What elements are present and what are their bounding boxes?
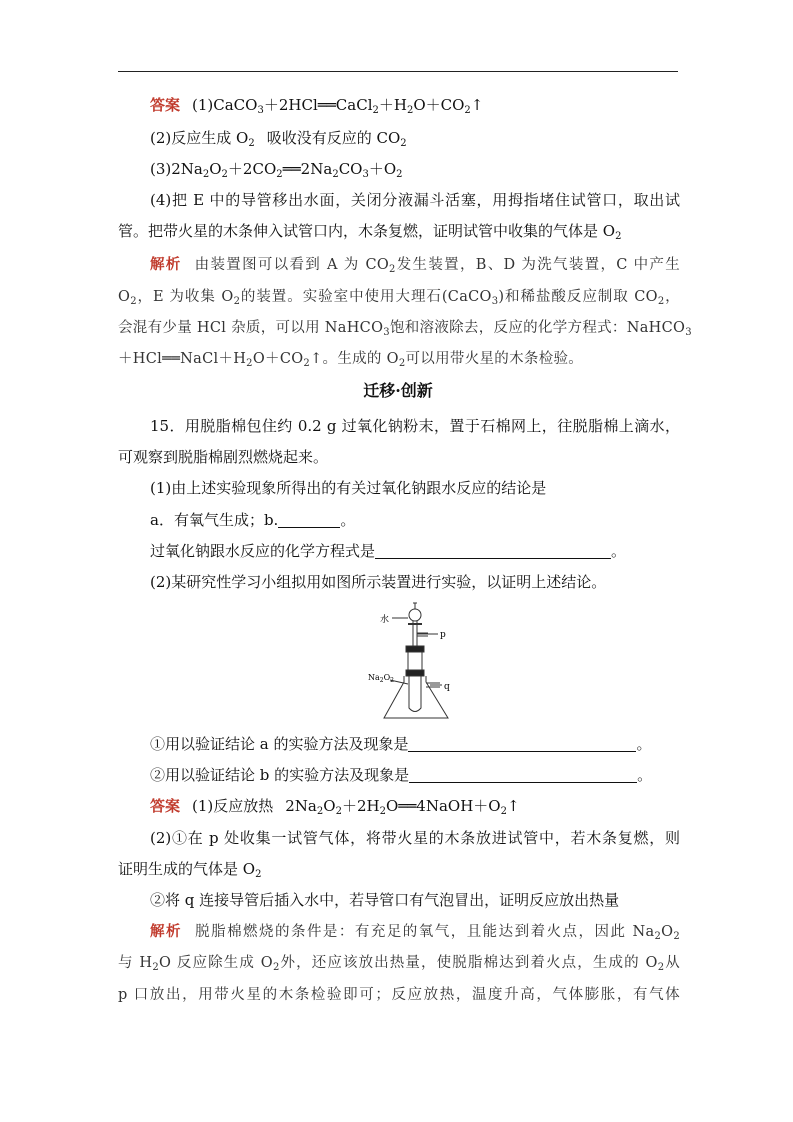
label-na2o2: $Na_2O_2$ — [368, 673, 394, 684]
label-water: 水 — [380, 615, 390, 625]
stopper-top — [406, 646, 424, 652]
analysis-line-2: $O_2$，E 为收集 $O_2$的装置。实验室中使用大理石(CaCO$_3$)和稀盐酸反应制取 $CO_2$， — [118, 289, 680, 307]
analysis2-line-1: 解析 脱脂棉燃烧的条件是：有充足的氧气，且能达到着火点，因此 $Na_2O_2$ — [150, 923, 680, 942]
analysis-label: 解析 — [150, 256, 182, 273]
answer-blank-method-a[interactable] — [408, 735, 636, 752]
answer-line-2: (2)反应生成 $O_2$ 吸收没有反应的 $CO_2$ — [150, 129, 407, 149]
stopper-flask — [406, 670, 424, 676]
q15-line-1: 15．用脱脂棉包住约 0.2 g 过氧化钠粉末，置于石棉网上，往脱脂棉上滴水， — [150, 417, 680, 435]
q15-part2: (2)某研究性学习小组拟用如图所示装置进行实验，以证明上述结论。 — [150, 573, 607, 591]
apparatus-figure — [368, 598, 478, 723]
analysis2-line-2: 与 $H_2O$ 反应除生成 $O_2$外，还应该放出热量，使脱脂棉达到着火点，生成的 $O_2$从 — [118, 955, 680, 973]
q15-part1: (1)由上述实验现象所得出的有关过氧化钠跟水反应的结论是 — [150, 479, 547, 497]
answer2-line-1: 答案 (1)反应放热 $2Na_2O_2+2H_2O══4NaOH+O_2↑$ — [150, 797, 520, 817]
funnel-bulb — [409, 609, 421, 621]
answer-label: 答案 — [150, 96, 181, 114]
answer-line-4b: 管。把带火星的木条伸入试管口内，木条复燃，证明试管中收集的气体是 $O_2$ — [118, 222, 622, 242]
analysis-line-4: $+HCl══NaCl+H_2O+CO_2↑$。生成的 $O_2$可以用带火星的木条检验。 — [118, 351, 584, 369]
answer-line-1: 答案 $(1)CaCO_3+2HCl══CaCl_2+H_2O+CO_2↑$ — [150, 96, 484, 116]
q15-line-2: 可观察到脱脂棉剧烈燃烧起来。 — [118, 448, 329, 466]
answer-line-3: $(3)2Na_2O_2+2CO_2══2Na_2CO_3+O_2$ — [150, 160, 403, 180]
analysis2-line-3: p 口放出，用带火星的木条检验即可；反应放热，温度升高，气体膨胀，有气体 — [118, 987, 680, 1003]
answer-blank-b[interactable] — [278, 511, 340, 528]
answer2-line-4: ②将 q 连接导管后插入水中，若导管口有气泡冒出，证明反应放出热量 — [150, 891, 620, 909]
answer-blank-method-b[interactable] — [409, 766, 637, 783]
q15-question-b: ②用以验证结论 b 的实验方法及现象是 。 — [150, 766, 653, 784]
answer2-label: 答案 — [150, 797, 181, 815]
answer-blank-equation[interactable] — [375, 542, 611, 559]
answer-line-4a: (4)把 E 中的导管移出水面，关闭分液漏斗活塞，用拇指堵住试管口，取出试 — [150, 191, 680, 209]
analysis-line-3: 会混有少量 HCl 杂质，可以用 NaHCO$_3$饱和溶液除去，反应的化学方程式：NaHCO$_3$ — [118, 320, 692, 338]
test-tube-neck — [408, 652, 422, 670]
q15-part1-b: 过氧化钠跟水反应的化学方程式是 。 — [150, 542, 627, 560]
q15-part1-a: a．有氧气生成；b. 。 — [150, 511, 356, 529]
answer2-line-2: (2)①在 p 处收集一试管气体，将带火星的木条放进试管中，若木条复燃，则 — [150, 829, 680, 847]
analysis-line-1: 解析 由装置图可以看到 A 为 $CO_2$发生装置，B、D 为洗气装置，C 中产生 — [150, 256, 680, 275]
test-tube — [409, 676, 421, 712]
header-rule — [118, 71, 678, 72]
q15-question-a: ①用以验证结论 a 的实验方法及现象是 。 — [150, 735, 652, 753]
section-title: 迁移·创新 — [363, 381, 433, 400]
label-q: q — [444, 682, 450, 692]
analysis2-label: 解析 — [150, 923, 182, 940]
label-p: p — [440, 630, 446, 640]
answer2-line-3: 证明生成的气体是 $O_2$ — [118, 860, 262, 880]
